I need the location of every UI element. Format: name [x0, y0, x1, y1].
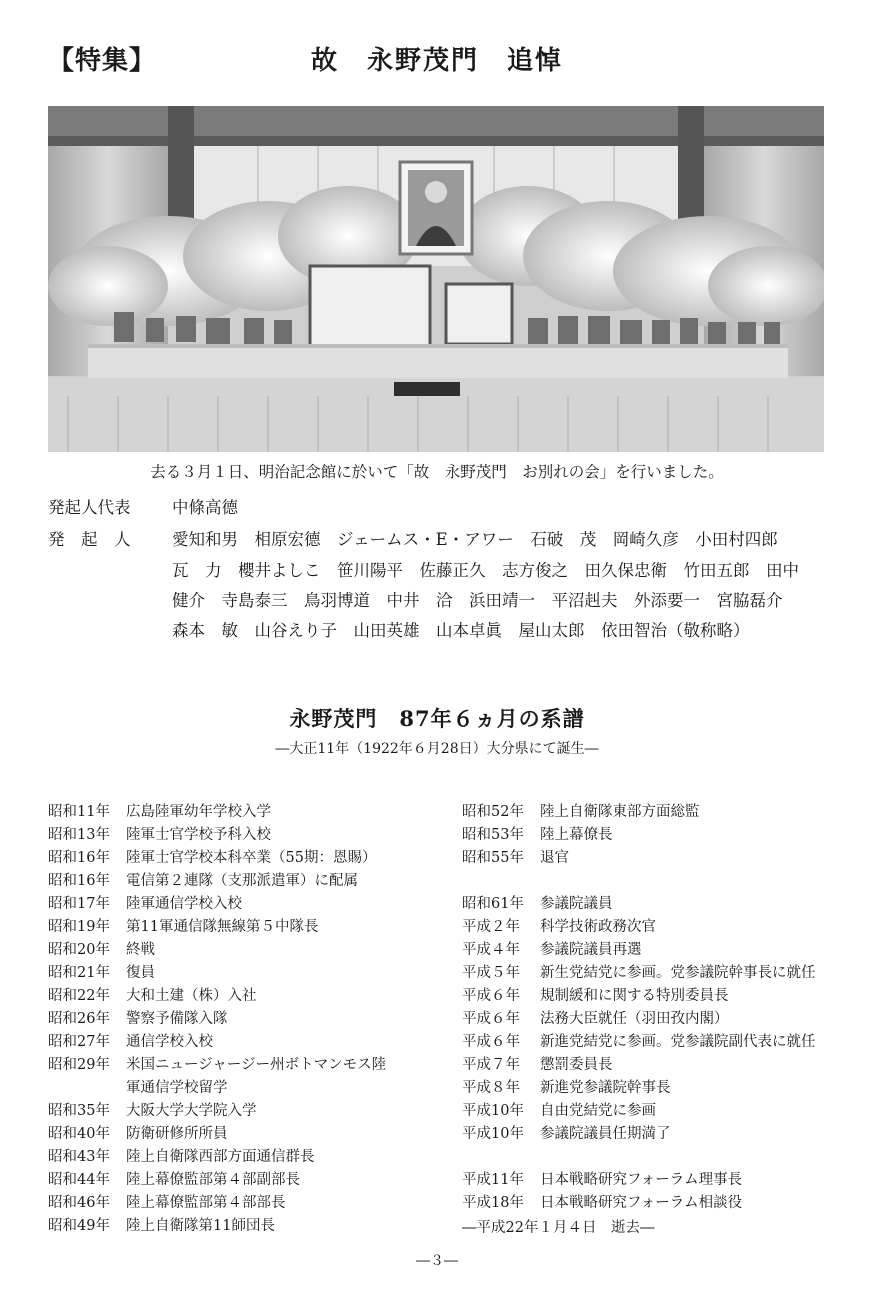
timeline-year: 昭和27年 [48, 1034, 110, 1050]
timeline-event: 自由党結党に参画 [540, 1103, 656, 1119]
organizer-names-line: 瓦 力 櫻井よしこ 笹川陽平 佐藤正久 志方俊之 田久保忠衛 竹田五郎 田中 [172, 561, 799, 580]
timeline-entry [462, 1078, 671, 1098]
timeline-year: 昭和35年 [48, 1103, 110, 1119]
timeline-event: 陸上自衛隊第11師団長 [126, 1218, 275, 1234]
organizer-representative [48, 494, 238, 518]
timeline-entry [48, 963, 155, 983]
timeline-year: 平成11年 [462, 1172, 524, 1188]
timeline-year: 平成10年 [462, 1103, 524, 1119]
timeline-year: 昭和52年 [462, 804, 524, 820]
timeline-entry [48, 1009, 228, 1029]
timeline-year: 平成10年 [462, 1126, 524, 1142]
organizer-members-label-row [48, 526, 172, 550]
biography-title: 永野茂門 87年６ヵ月の系譜 [289, 706, 585, 731]
timeline-event: 陸上幕僚監部第４部副部長 [126, 1172, 300, 1188]
timeline-event-continuation: 軍通信学校留学 [126, 1080, 228, 1096]
timeline-year: 平成５年 [462, 965, 520, 981]
timeline-year: 平成８年 [462, 1080, 520, 1096]
timeline-event: 陸軍通信学校入校 [126, 896, 242, 912]
timeline-entry [462, 1101, 656, 1121]
timeline-year: 昭和61年 [462, 896, 524, 912]
timeline-year: 昭和29年 [48, 1057, 110, 1073]
organizer-names-line: 健介 寺島泰三 鳥羽博道 中井 洽 浜田靖一 平沼赳夫 外添要一 宮脇磊介 [172, 591, 783, 610]
timeline-year: 昭和16年 [48, 850, 110, 866]
timeline-event: 陸軍士官学校本科卒業（55期：恩賜） [126, 850, 377, 866]
timeline-entry [48, 1101, 257, 1121]
timeline-entry [48, 848, 376, 868]
timeline-ending: ―平成22年１月４日 逝去― [462, 1220, 655, 1236]
timeline-event: 陸上幕僚長 [540, 827, 613, 843]
timeline-entry [48, 1032, 213, 1052]
organizer-names-line: 森本 敏 山谷えり子 山田英雄 山本卓眞 屋山太郎 依田智治（敬称略） [172, 621, 750, 640]
timeline-entry [462, 825, 613, 845]
timeline-event: 陸軍士官学校予科入校 [126, 827, 271, 843]
timeline-event: 電信第２連隊（支那派遣軍）に配属 [126, 873, 358, 889]
timeline-event: 日本戦略研究フォーラム理事長 [540, 1172, 743, 1188]
timeline-year: 昭和11年 [48, 804, 110, 820]
timeline-entry [48, 871, 358, 891]
timeline-year: 昭和21年 [48, 965, 110, 981]
timeline-year: 昭和55年 [462, 850, 524, 866]
timeline-year: 平成６年 [462, 1034, 520, 1050]
timeline-year: 昭和17年 [48, 896, 110, 912]
section-tag: 【特集】 [48, 46, 157, 76]
timeline-entry [48, 1124, 228, 1144]
timeline-entry [462, 963, 816, 983]
timeline-entry [462, 986, 729, 1006]
timeline-entry [462, 1124, 671, 1144]
timeline-year: 昭和49年 [48, 1218, 110, 1234]
timeline-year: 平成18年 [462, 1195, 524, 1211]
timeline-year: 平成４年 [462, 942, 520, 958]
timeline-year: 昭和44年 [48, 1172, 110, 1188]
timeline-event: 新進党結党に参画。党参議院副代表に就任 [540, 1034, 816, 1050]
timeline-entry [462, 894, 613, 914]
timeline-event: 参議院議員任期満了 [540, 1126, 671, 1142]
timeline-entry [48, 1193, 286, 1213]
timeline-event: 第11軍通信隊無線第５中隊長 [126, 919, 319, 935]
timeline-entry [48, 1147, 315, 1167]
timeline-entry [462, 802, 700, 822]
timeline-year: 昭和19年 [48, 919, 110, 935]
timeline-event: 新進党参議院幹事長 [540, 1080, 671, 1096]
timeline-year: 昭和26年 [48, 1011, 110, 1027]
timeline-entry [462, 1009, 729, 1029]
page-title: 故 永野茂門 追悼 [310, 46, 563, 76]
organizer-rep-name: 中條高德 [172, 498, 238, 517]
timeline-event: 陸上幕僚監部第４部部長 [126, 1195, 286, 1211]
timeline-event: 参議院議員 [540, 896, 613, 912]
timeline-event: 防衛研修所所員 [126, 1126, 228, 1142]
timeline-entry [48, 802, 271, 822]
timeline-event: 退官 [540, 850, 569, 866]
timeline-year: 平成６年 [462, 1011, 520, 1027]
timeline-event: 大和土建（株）入社 [126, 988, 257, 1004]
timeline-entry [462, 1055, 613, 1075]
timeline-event: 復員 [126, 965, 155, 981]
timeline-year: 昭和20年 [48, 942, 110, 958]
timeline-event: 陸上自衛隊西部方面通信群長 [126, 1149, 315, 1165]
timeline-entry [462, 1193, 742, 1213]
timeline-entry [48, 825, 271, 845]
timeline-year: 昭和46年 [48, 1195, 110, 1211]
timeline-year: 平成２年 [462, 919, 520, 935]
timeline-event: 通信学校入校 [126, 1034, 213, 1050]
timeline-entry [48, 1055, 386, 1075]
timeline-event: 警察予備隊入隊 [126, 1011, 228, 1027]
memorial-altar-photo [48, 106, 824, 452]
organizer-members-label: 発 起 人 [48, 530, 131, 549]
timeline-event: 大阪大学大学院入学 [126, 1103, 257, 1119]
timeline-entry [48, 1216, 275, 1236]
organizer-names-line: 愛知和男 相原宏德 ジェームス・E・アワー 石破 茂 岡崎久彦 小田村四郎 [172, 530, 778, 549]
timeline-entry [462, 848, 569, 868]
timeline-event: 終戦 [126, 942, 155, 958]
timeline-event: 参議院議員再選 [540, 942, 642, 958]
timeline-year: 昭和13年 [48, 827, 110, 843]
timeline-event: 科学技術政務次官 [540, 919, 656, 935]
timeline-year: 昭和16年 [48, 873, 110, 889]
photo-caption: 去る３月１日、明治記念館に於いて「故 永野茂門 お別れの会」を行いました。 [150, 463, 724, 481]
timeline-entry [462, 940, 642, 960]
timeline-year: 昭和43年 [48, 1149, 110, 1165]
timeline-event: 法務大臣就任（羽田孜内閣） [540, 1011, 729, 1027]
timeline-year: 平成６年 [462, 988, 520, 1004]
timeline-entry [48, 917, 318, 937]
biography-subtitle: ―大正11年（1922年６月28日）大分県にて誕生― [275, 741, 599, 757]
organizer-rep-label: 発起人代表 [48, 498, 131, 517]
timeline-event: 規制緩和に関する特別委員長 [540, 988, 729, 1004]
timeline-entry [48, 894, 242, 914]
timeline-year: 昭和40年 [48, 1126, 110, 1142]
timeline-entry [462, 1032, 816, 1052]
timeline-event: 新生党結党に参画。党参議院幹事長に就任 [540, 965, 816, 981]
timeline-entry [48, 940, 155, 960]
timeline-entry [462, 917, 656, 937]
timeline-event: 米国ニュージャージー州ボトマンモス陸 [126, 1057, 387, 1073]
timeline-year: 昭和53年 [462, 827, 524, 843]
timeline-event: 陸上自衛隊東部方面総監 [540, 804, 700, 820]
timeline-year: 昭和22年 [48, 988, 110, 1004]
timeline-event: 日本戦略研究フォーラム相談役 [540, 1195, 743, 1211]
timeline-event: 広島陸軍幼年学校入学 [126, 804, 271, 820]
timeline-entry [48, 1170, 300, 1190]
timeline-year: 平成７年 [462, 1057, 520, 1073]
timeline-entry [462, 1170, 742, 1190]
timeline-event: 懲罰委員長 [540, 1057, 613, 1073]
timeline-entry [48, 986, 257, 1006]
page-number: ―３― [416, 1253, 458, 1269]
